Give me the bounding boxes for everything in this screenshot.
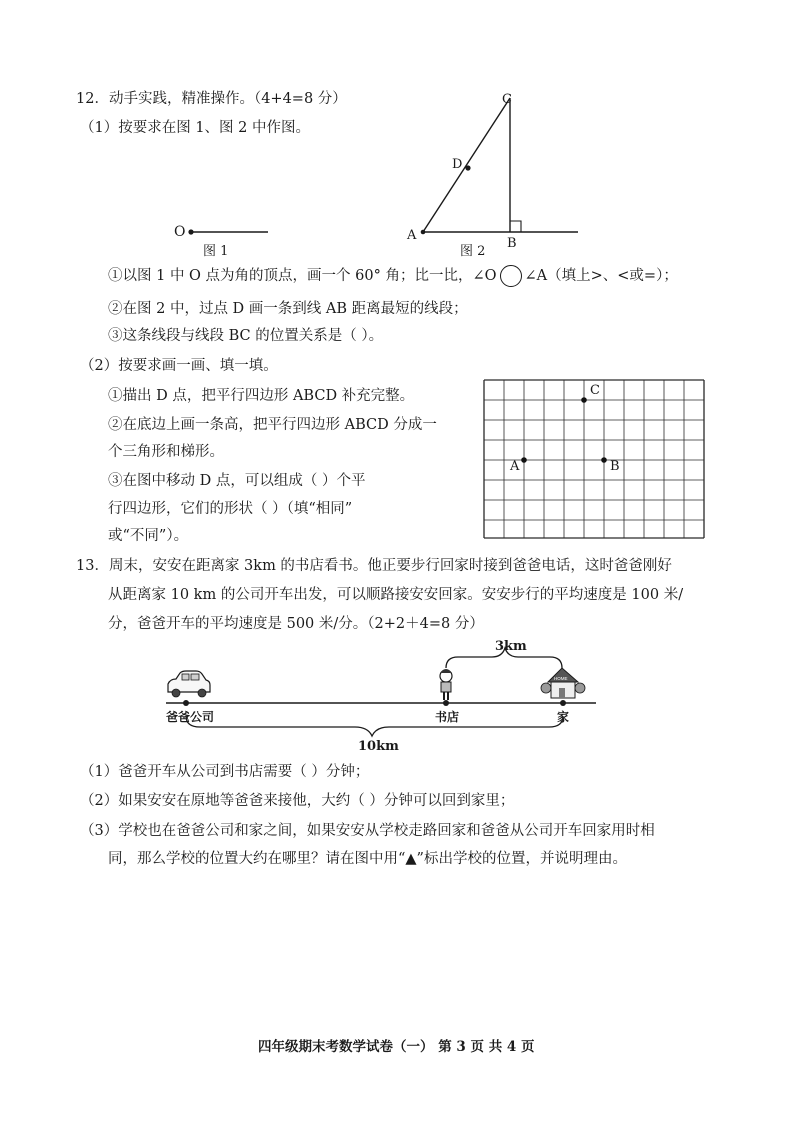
- q12-part2-item3-line2[interactable]: 行四边形，它们的形状（ ）（填“相同”: [108, 501, 353, 517]
- fig2-caption: 图 2: [460, 244, 486, 259]
- q12-part1-item2: ②在图 2 中，过点 D 画一条到线 AB 距离最短的线段；: [108, 301, 468, 317]
- distance-3km-label: 3km: [495, 639, 527, 654]
- q13-line2: 从距离家 10 km 的公司开车出发，可以顺路接安安回家。安安步行的平均速度是 100 米/: [108, 587, 684, 603]
- grid-point-a-label: A: [510, 459, 520, 474]
- q13-sub2[interactable]: （2）如果安安在原地等爸爸来接他，大约（ ）分钟可以回到家里；: [80, 793, 515, 809]
- page-footer: 四年级期末考数学试卷（一） 第 3 页 共 4 页: [258, 1039, 535, 1055]
- fig2-point-c-label: C: [502, 92, 512, 107]
- house-icon: [541, 668, 585, 698]
- home-label: 家: [557, 710, 570, 724]
- q13-sub1[interactable]: （1）爸爸开车从公司到书店需要（ ）分钟；: [80, 764, 370, 780]
- q13-line3: 分，爸爸开车的平均速度是 500 米/分。（2+2＋4=8 分）: [108, 616, 484, 632]
- q12-part2-item1: ①描出 D 点，把平行四边形 ABCD 补充完整。: [108, 388, 415, 404]
- fig2-point-b-label: B: [507, 236, 517, 251]
- q13-sub3-line2: 同，那么学校的位置大约在哪里？请在图中用“▲”标出学校的位置，并说明理由。: [108, 851, 627, 867]
- q12-part2-item3-line1[interactable]: ③在图中移动 D 点，可以组成（ ）个平: [108, 473, 366, 489]
- bookstore-label: 书店: [435, 710, 460, 724]
- q12-part1-item3[interactable]: ③这条线段与线段 BC 的位置关系是（ ）。: [108, 328, 384, 344]
- q12-part2-item2-line1: ②在底边上画一条高，把平行四边形 ABCD 分成一: [108, 417, 437, 433]
- child-icon: [440, 669, 452, 700]
- q12-title: 12．动手实践，精准操作。（4+4=8 分）: [76, 91, 347, 107]
- fig1-point-o-label: O: [174, 224, 186, 240]
- company-label: 爸爸公司: [166, 710, 215, 724]
- grid-point-c-label: C: [590, 383, 600, 398]
- q12-part2-item2-line2: 个三角形和梯形。: [108, 444, 224, 460]
- item1-text-before: ①以图 1 中 O 点为角的顶点，画一个 60° 角；比一比，∠O: [108, 268, 497, 284]
- fig1-caption: 图 1: [203, 244, 229, 259]
- q13-sub3-line1: （3）学校也在爸爸公司和家之间，如果安安从学校走路回家和爸爸从公司开车回家用时相: [80, 823, 655, 839]
- distance-10km-label: 10km: [358, 739, 399, 754]
- fig2-point-a-label: A: [407, 228, 417, 243]
- q13-line1: 13．周末，安安在距离家 3km 的书店看书。他正要步行回家时接到爸爸电话，这时爸爸刚好: [76, 558, 672, 574]
- grid-point-b-label: B: [610, 459, 620, 474]
- q12-part2-intro: （2）按要求画一画、填一填。: [80, 358, 278, 374]
- item1-text-after: ∠A（填上>、<或=）；: [524, 268, 678, 284]
- fig2-point-d-label: D: [452, 157, 463, 172]
- home-sign: HOME: [554, 676, 568, 681]
- q12-part1-intro: （1）按要求在图 1、图 2 中作图。: [80, 120, 311, 136]
- q12-part2-item3-line3: 或“不同”）。: [108, 528, 189, 544]
- car-icon: [168, 671, 210, 697]
